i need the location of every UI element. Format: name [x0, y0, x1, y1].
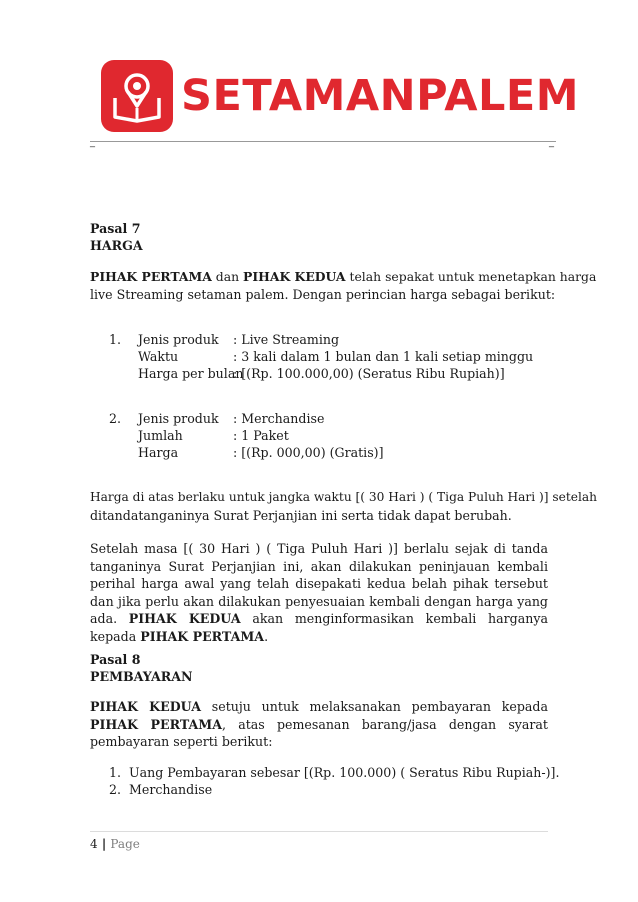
- header-left-mark: _: [90, 137, 95, 148]
- pasal7-para2-line2: ditandatanganinya Surat Perjanjian ini serta tidak dapat berubah.: [90, 508, 512, 523]
- item-label: Harga per bulan: [138, 366, 244, 381]
- pasal7-para3: Setelah masa [( 30 Hari ) ( Tiga Puluh Hari )] berlalu sejak di tanda tanganinya Surat Perjanjian ini, akan dilakukan peninjauan kembali perihal harga awal yang telah disepakati kedua belah pihak tersebut dan jika perlu akan dilakukan penyesuaian kembali dengan harga yang ada. PIHAK KEDUA akan menginformasikan kembali harganya kepada PIHAK PERTAMA.: [90, 541, 548, 644]
- pasal8-para: PIHAK KEDUA setuju untuk melaksanakan pembayaran kepada PIHAK PERTAMA, atas pemesanan barang/jasa dengan syarat pembayaran seperti berikut:: [90, 699, 548, 749]
- item-label: Jenis produk: [138, 332, 219, 347]
- pasal8-title: PEMBAYARAN: [90, 669, 193, 684]
- pasal8-number: Pasal 8: [90, 652, 141, 667]
- list-item: 2. Merchandise: [109, 782, 213, 797]
- pasal7-number: Pasal 7: [90, 221, 141, 236]
- header-right-mark: _: [549, 137, 554, 148]
- item-value: : Live Streaming: [233, 332, 340, 347]
- map-pin-book-icon: [101, 60, 173, 132]
- pasal7-intro-line2: live Streaming setaman palem. Dengan perincian harga sebagai berikut:: [90, 287, 556, 302]
- list-item: 1. Uang Pembayaran sebesar [(Rp. 100.000) ( Seratus Ribu Rupiah-)].: [109, 765, 560, 780]
- item-label: Harga: [138, 445, 179, 460]
- pasal7-title: HARGA: [90, 238, 143, 253]
- header-rule: [90, 141, 556, 142]
- page-label: Page: [110, 837, 140, 851]
- item-value: : [(Rp. 100.000,00) (Seratus Ribu Rupiah)]: [233, 366, 505, 381]
- company-logo: [101, 60, 579, 132]
- item-value: : 3 kali dalam 1 bulan dan 1 kali setiap minggu: [233, 349, 534, 364]
- item-label: Jumlah: [138, 428, 183, 443]
- footer-rule: [90, 831, 548, 832]
- page-footer: 4 | Page: [90, 837, 140, 851]
- item-value: : [(Rp. 000,00) (Gratis)]: [233, 445, 384, 460]
- item-number: 2.: [109, 411, 122, 426]
- pasal7-intro-line1: PIHAK PERTAMA dan PIHAK KEDUA telah sepakat untuk menetapkan harga: [90, 269, 597, 284]
- item-number: 1.: [109, 332, 122, 347]
- item-value: : 1 Paket: [233, 428, 289, 443]
- item-label: Jenis produk: [138, 411, 219, 426]
- item-value: : Merchandise: [233, 411, 325, 426]
- page-number: 4: [90, 837, 98, 851]
- pasal7-para2-line1: Harga di atas berlaku untuk jangka waktu [( 30 Hari ) ( Tiga Puluh Hari )] setelah: [90, 490, 598, 504]
- brand-name: SETAMANPALEM: [181, 71, 580, 121]
- item-label: Waktu: [138, 349, 179, 364]
